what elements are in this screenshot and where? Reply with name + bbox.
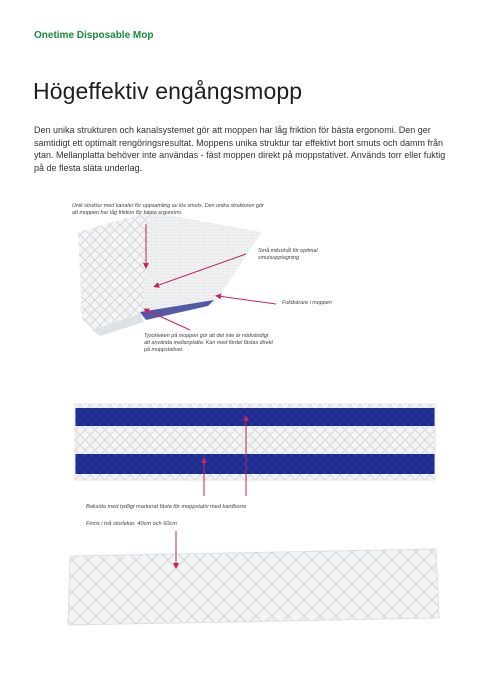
mop-front-image	[75, 404, 435, 480]
annotation-structure: Unik struktur med kanaler för uppsamling av lös smuts. Den unika strukturen gör att moppen har låg friktion för bästa ergonomi.	[72, 203, 264, 216]
annotation-sizes: Finns i två storlekar. 40cm och 60cm	[86, 521, 177, 527]
intro-paragraph: Den unika strukturen och kanalsystemet gör att moppen har låg friktion för bästa ergonomi. Den ger samtidigt ett optimalt rengöringsresultat. Moppens unika struktur tar effektivt bort smuts och damm från ytan. Mellanplatta behöver inte användas - fäst moppen direkt på moppstativet. Används torr eller fuktig på de flesta släta underlag.	[34, 125, 446, 173]
annotation-backside: Baksida med tydligt markerat fäste för moppstativ med kardborre	[86, 504, 247, 510]
brand-name: Onetime Disposable Mop	[34, 30, 154, 41]
annotation-microholes: Små mikrohål för optimal smutsupptagning	[258, 248, 318, 261]
annotation-moisture: Fuktbärare i moppen	[282, 300, 332, 306]
mop-closeup-image	[78, 212, 262, 336]
mop-back-image	[68, 549, 439, 625]
annotation-thickness: Tjockleken på moppen gör att det inte är nödvändigt att använda mellanplatta. Kan med fördel fästas direkt på moppstativet.	[144, 333, 273, 353]
page-title: Högeffektiv engångsmopp	[33, 78, 303, 104]
